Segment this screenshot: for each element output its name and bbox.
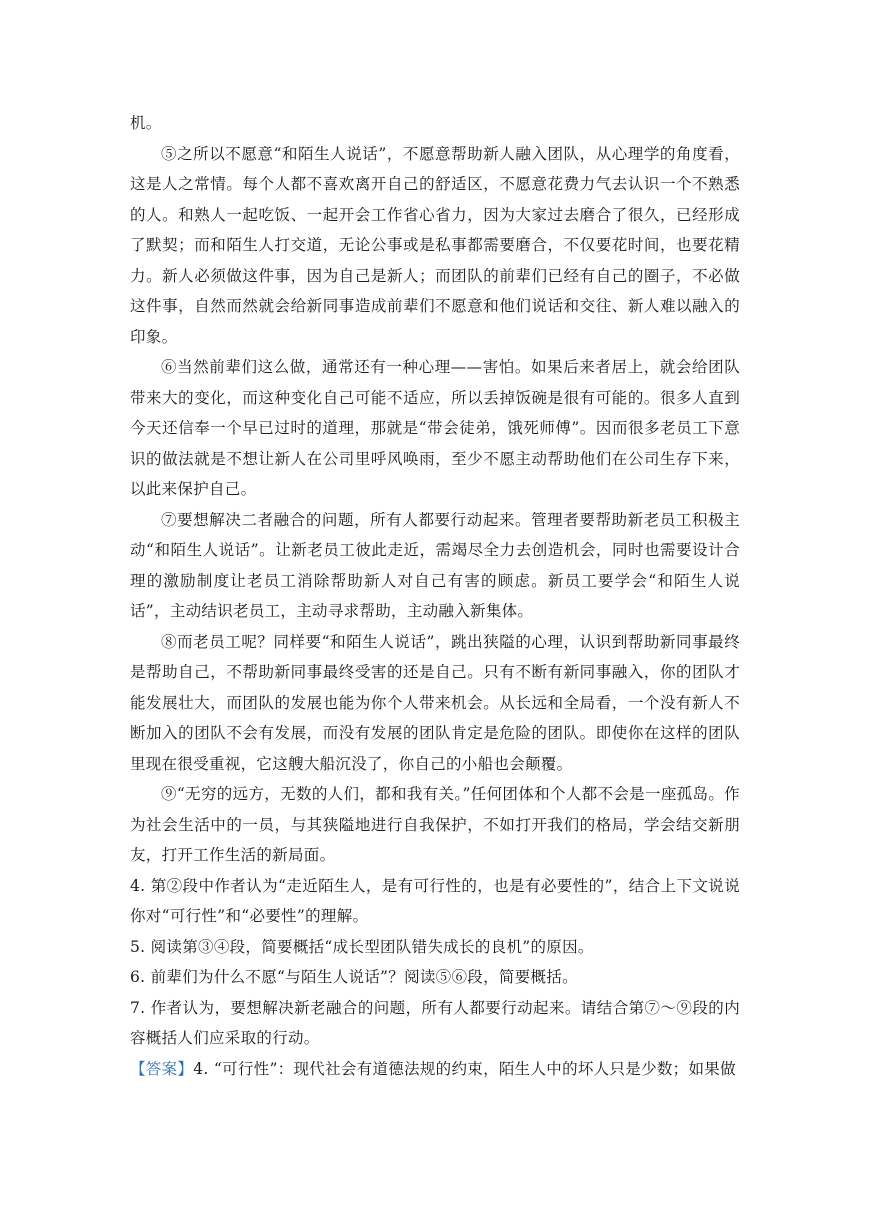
answer-line: [130, 1054, 740, 1085]
question-4: 4. 第②段中作者认为“走近陌生人，是有可行性的，也是有必要性的”，结合上下文说说你对“可行性”和“必要性”的理解。: [130, 876, 740, 925]
paragraph-6: ⑥当然前辈们这么做，通常还有一种心理——害怕。如果后来者居上，就会给团队带来大的变化，而这种变化自己可能不适应，所以丢掉饭碗是很有可能的。很多人直到今天还信奉一个早已过时的道理，那就是“带会徒弟，饿死师傅”。因而很多老员工下意识的做法就是不想让新人在公司里呼风唤雨，至少不愿主动帮助他们在公司生存下来，以此来保护自己。: [130, 358, 740, 498]
question-6: 6. 前辈们为什么不愿“与陌生人说话”？阅读⑤⑥段，简要概括。: [130, 968, 578, 986]
document-body: [130, 108, 740, 1084]
paragraph-9: ⑨“无穷的远方，无数的人们，都和我有关。”任何团体和个人都不会是一座孤岛。作为社会生活中的一员，与其狭隘地进行自我保护，不如打开我们的格局，学会结交新朋友，打开工作生活的新局面。: [130, 785, 740, 864]
answer-text: 4. “可行性”：现代社会有道德法规的约束，陌生人中的坏人只是少数；如果做: [193, 1059, 736, 1078]
answer-tag: 【答案】: [130, 1059, 194, 1078]
paragraph-7: ⑦要想解决二者融合的问题，所有人都要行动起来。管理者要帮助新老员工积极主动“和陌生人说话”。让新老员工彼此走近，需竭尽全力去创造机会，同时也需要设计合理的激励制度让老员工消除帮助新人对自己有害的顾虑。新员工要学会“和陌生人说话”，主动结识老员工，主动寻求帮助，主动融入新集体。: [130, 510, 740, 620]
paragraph-5: ⑤之所以不愿意“和陌生人说话”，不愿意帮助新人融入团队，从心理学的角度看，这是人之常情。每个人都不喜欢离开自己的舒适区，不愿意花费力气去认识一个不熟悉的人。和熟人一起吃饭、一起开会工作省心省力，因为大家过去磨合了很久，已经形成了默契；而和陌生人打交道，无论公事或是私事都需要磨合，不仅要花时间，也要花精力。新人必须做这件事，因为自己是新人；而团队的前辈们已经有自己的圈子，不必做这件事，自然而然就会给新同事造成前辈们不愿意和他们说话和交往、新人难以融入的印象。: [130, 144, 740, 346]
paragraph-continuation: 机。: [130, 114, 162, 132]
question-7: 7. 作者认为，要想解决新老融合的问题，所有人都要行动起来。请结合第⑦～⑨段的内容概括人们应采取的行动。: [130, 998, 740, 1047]
question-5: 5. 阅读第③④段，简要概括“成长型团队错失成长的良机”的原因。: [130, 937, 594, 956]
paragraph-8: ⑧而老员工呢？同样要“和陌生人说话”，跳出狭隘的心理，认识到帮助新同事最终是帮助自己，不帮助新同事最终受害的还是自己。只有不断有新同事融入，你的团队才能发展壮大，而团队的发展也能为你个人带来机会。从长远和全局看，一个没有新人不断加入的团队不会有发展，而没有发展的团队肯定是危险的团队。即使你在这样的团队里现在很受重视，它这艘大船沉没了，你自己的小船也会颠覆。: [130, 632, 740, 773]
